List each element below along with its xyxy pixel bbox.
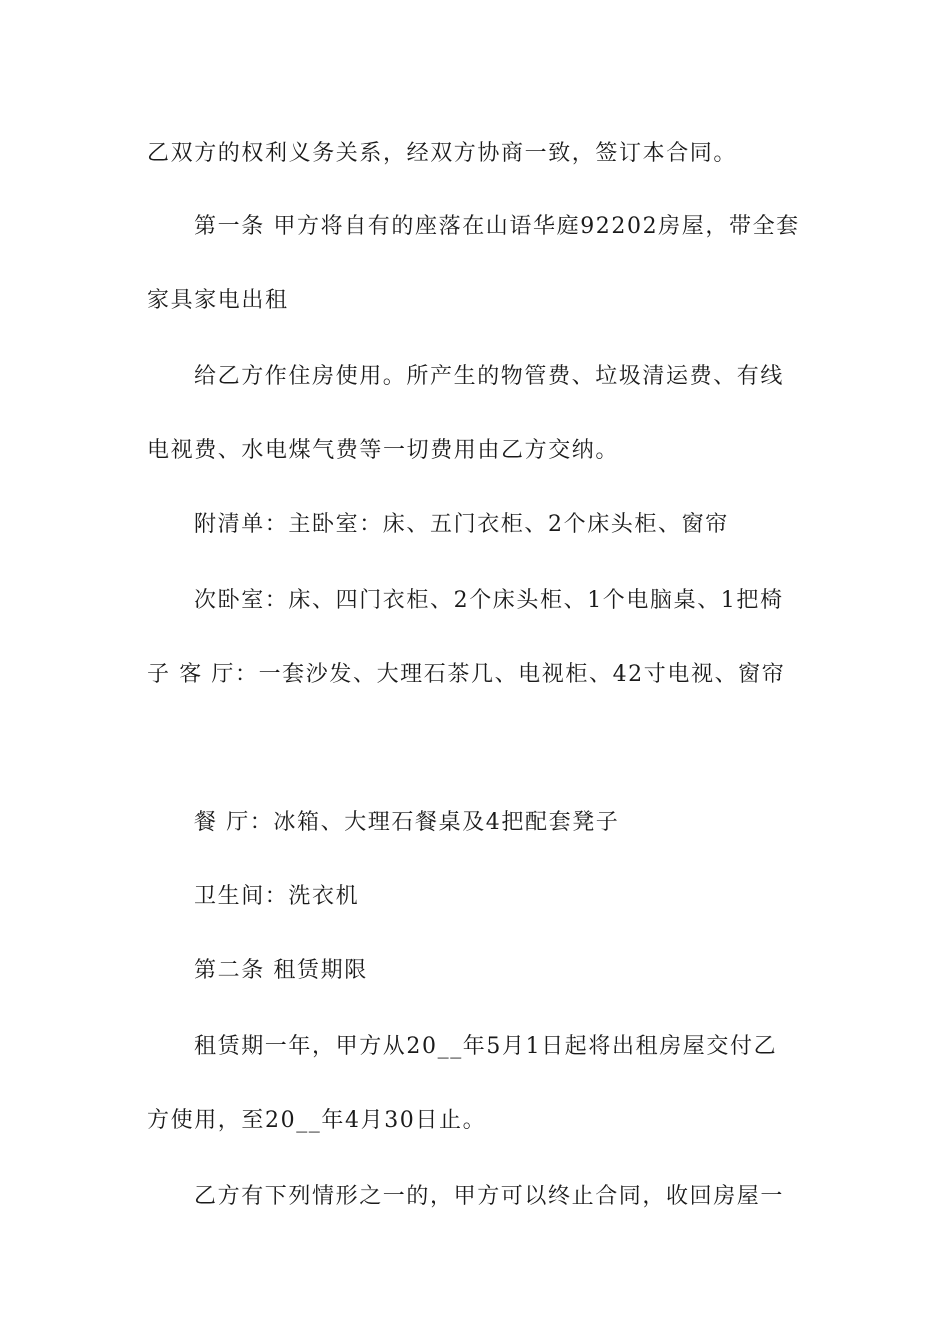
inventory-bathroom: 卫生间：洗衣机: [194, 884, 360, 909]
paragraph-line: 方使用，至20__年4月30日止。: [147, 1108, 487, 1133]
paragraph-line: 给乙方作住房使用。所产生的物管费、垃圾清运费、有线: [194, 364, 785, 389]
paragraph-line: 乙方有下列情形之一的，甲方可以终止合同，收回房屋一: [194, 1184, 785, 1209]
paragraph-line: 家具家电出租: [147, 288, 289, 313]
article-two-heading: 第二条 租赁期限: [194, 958, 368, 983]
paragraph-line: 乙双方的权利义务关系，经双方协商一致，签订本合同。: [147, 141, 738, 166]
inventory-second-bedroom: 次卧室：床、四门衣柜、2个床头柜、1个电脑桌、1把椅: [194, 588, 784, 613]
inventory-dining-room: 餐 厅：冰箱、大理石餐桌及4把配套凳子: [194, 810, 620, 835]
paragraph-line: 电视费、水电煤气费等一切费用由乙方交纳。: [147, 438, 620, 463]
inventory-living-room: 子 客 厅：一套沙发、大理石茶几、电视柜、42寸电视、窗帘: [147, 662, 786, 687]
paragraph-line: 租赁期一年，甲方从20__年5月1日起将出租房屋交付乙: [194, 1034, 778, 1059]
article-one-line: 第一条 甲方将自有的座落在山语华庭92202房屋，带全套: [194, 214, 800, 239]
inventory-master-bedroom: 附清单：主卧室：床、五门衣柜、2个床头柜、窗帘: [194, 512, 729, 537]
